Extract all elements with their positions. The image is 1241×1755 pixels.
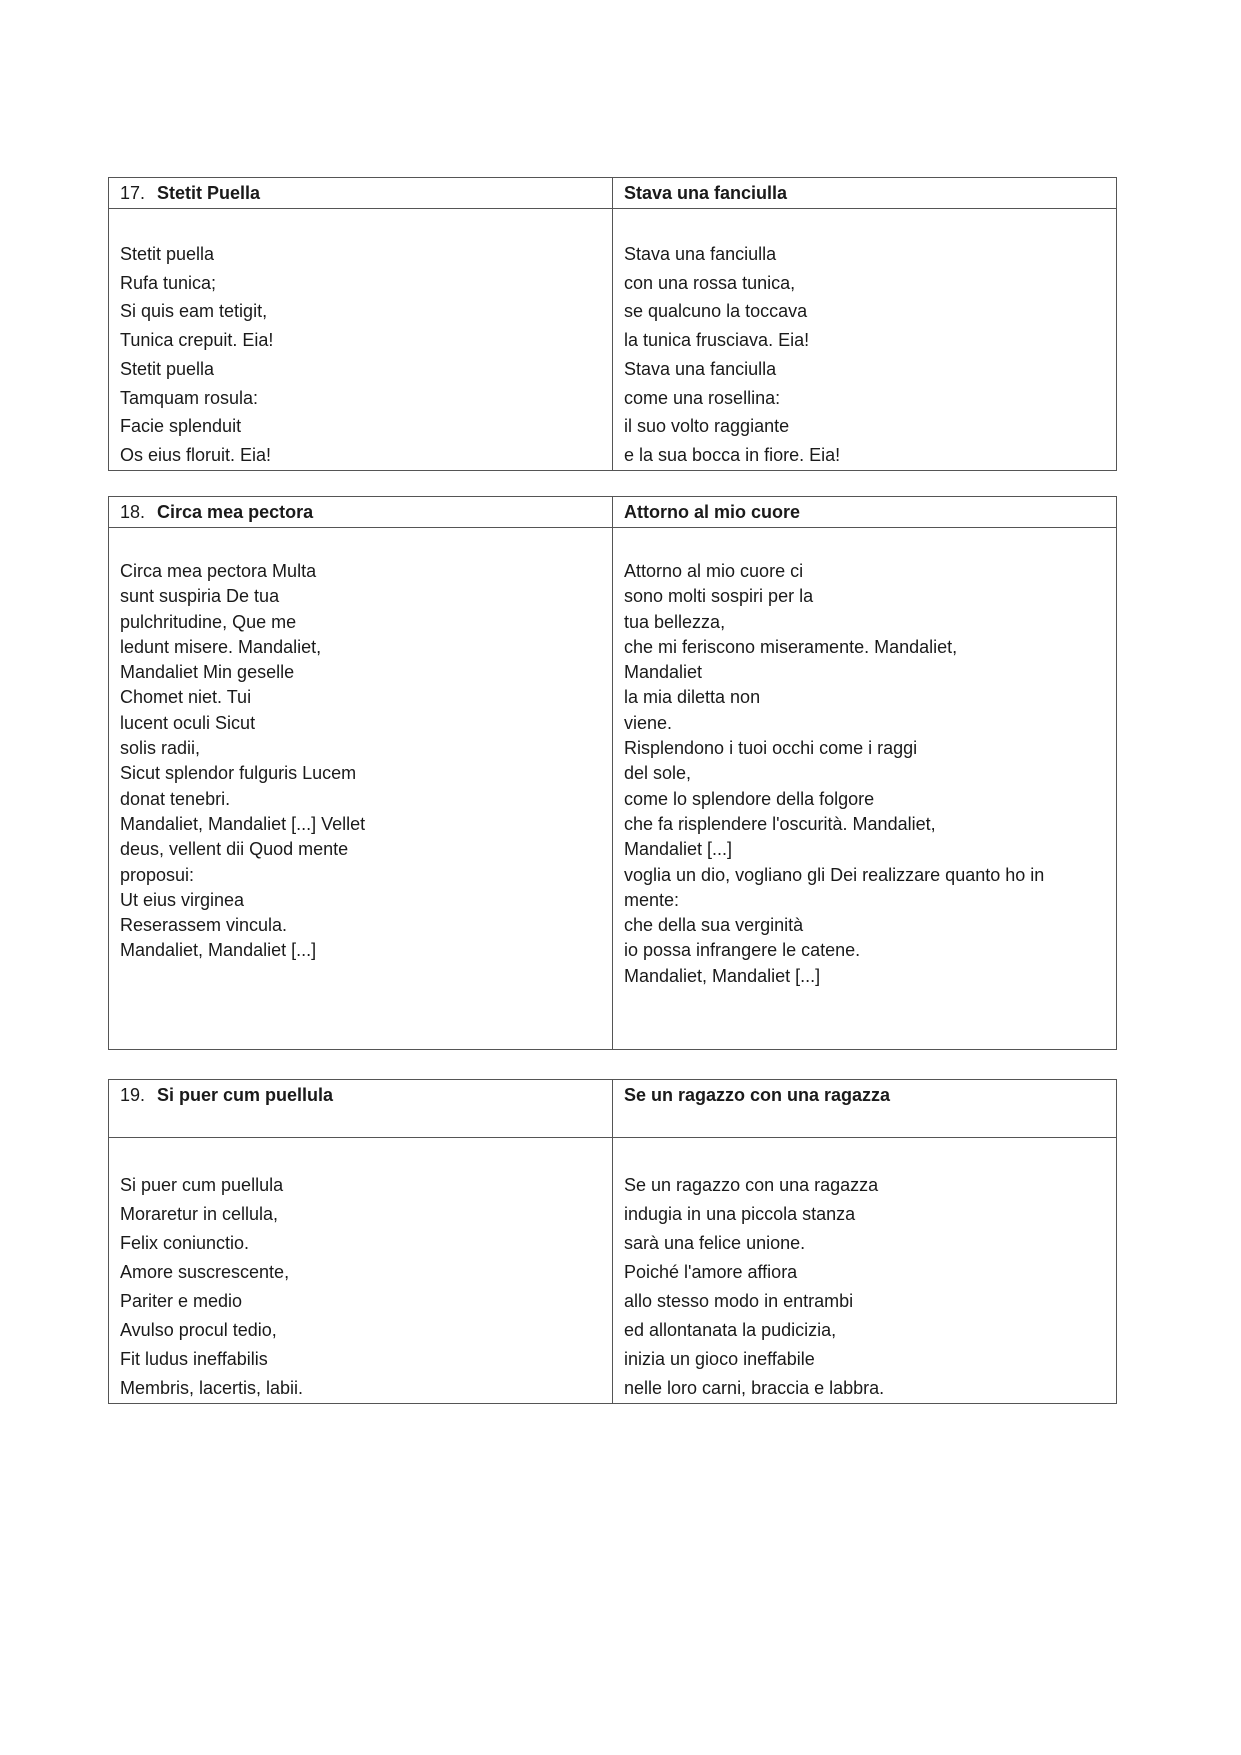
verse-line: Mandaliet Min geselle: [120, 662, 295, 683]
italian-text-cell: [613, 1138, 1117, 1404]
verse-line: Os eius floruit. Eia!: [120, 444, 272, 465]
verse-line: pulchritudine, Que me: [120, 611, 297, 632]
verse-line: voglia un dio, vogliano gli Dei realizzare quanto ho in: [624, 864, 1045, 885]
italian-verse: [624, 240, 1106, 470]
verse-line: Tunica crepuit. Eia!: [120, 330, 274, 351]
verse-line: Facie splenduit: [120, 416, 242, 437]
verse-line: nelle loro carni, braccia e labbra.: [624, 1378, 885, 1398]
verse-line: Sicut splendor fulguris Lucem: [120, 763, 357, 784]
verse-line: Tamquam rosula:: [120, 387, 259, 408]
verse-line: Mandaliet [...]: [624, 839, 733, 860]
verse-line: solis radii,: [120, 738, 201, 759]
verse-line: Rufa tunica;: [120, 272, 217, 293]
song-header-row: [109, 178, 1117, 209]
verse-line: Chomet niet. Tui: [120, 687, 252, 708]
song-table-18: [108, 496, 1072, 1050]
italian-verse: [624, 559, 1106, 989]
italian-title: Attorno al mio cuore: [624, 502, 801, 522]
verse-line: io possa infrangere le catene.: [624, 940, 861, 961]
verse-line: Mandaliet, Mandaliet [...]: [624, 965, 821, 986]
verse-line: Moraretur in cellula,: [120, 1204, 279, 1224]
song-table-17: [108, 177, 1072, 471]
verse-line: Pariter e medio: [120, 1291, 243, 1311]
verse-line: sono molti sospiri per la: [624, 586, 814, 607]
verse-line: il suo volto raggiante: [624, 416, 790, 437]
verse-line: Mandaliet: [624, 662, 703, 683]
verse-line: proposui:: [120, 864, 195, 885]
italian-title-cell: [613, 497, 1117, 528]
latin-title-cell: [109, 1080, 613, 1138]
latin-text-cell: [109, 528, 613, 1050]
verse-line: Poiché l'amore affiora: [624, 1262, 798, 1282]
latin-title-cell: [109, 497, 613, 528]
latin-title-cell: [109, 178, 613, 209]
verse-line: con una rossa tunica,: [624, 272, 796, 293]
verse-line: Si quis eam tetigit,: [120, 301, 268, 322]
verse-line: Stava una fanciulla: [624, 244, 777, 264]
verse-line: sunt suspiria De tua: [120, 586, 280, 607]
verse-line: come lo splendore della folgore: [624, 788, 875, 809]
song-header-row: [109, 1080, 1117, 1138]
verse-line: Ut eius virginea: [120, 889, 245, 910]
verse-line: Stava una fanciulla: [624, 358, 777, 379]
song-body-row: [109, 1138, 1117, 1404]
song-table-19: [108, 1079, 1072, 1404]
verse-line: Stetit puella: [120, 244, 215, 264]
song-number: 17.: [120, 183, 146, 203]
verse-line: Felix coniunctio.: [120, 1233, 250, 1253]
verse-line: che della sua verginità: [624, 915, 804, 936]
verse-line: Risplendono i tuoi occhi come i raggi: [624, 738, 918, 759]
italian-title-cell: [613, 1080, 1117, 1138]
latin-verse: [120, 1171, 602, 1403]
song-body-row: [109, 209, 1117, 471]
verse-line: se qualcuno la toccava: [624, 301, 808, 322]
latin-title: Circa mea pectora: [157, 502, 314, 522]
verse-line: viene.: [624, 712, 673, 733]
italian-title: Stava una fanciulla: [624, 183, 788, 203]
verse-line: indugia in una piccola stanza: [624, 1204, 856, 1224]
italian-text-cell: [613, 528, 1117, 1050]
verse-line: Si puer cum puellula: [120, 1175, 284, 1195]
latin-title: Si puer cum puellula: [157, 1085, 334, 1105]
verse-line: Mandaliet, Mandaliet [...] Vellet: [120, 813, 366, 834]
song-number: 19.: [120, 1085, 146, 1105]
italian-title: Se un ragazzo con una ragazza: [624, 1085, 891, 1105]
verse-line: Membris, lacertis, labii.: [120, 1378, 304, 1398]
verse-line: che fa risplendere l'oscurità. Mandaliet,: [624, 813, 936, 834]
verse-line: inizia un gioco ineffabile: [624, 1349, 815, 1369]
verse-line: del sole,: [624, 763, 692, 784]
verse-line: lucent oculi Sicut: [120, 712, 256, 733]
verse-line: allo stesso modo in entrambi: [624, 1291, 854, 1311]
verse-line: donat tenebri.: [120, 788, 231, 809]
verse-line: deus, vellent dii Quod mente: [120, 839, 349, 860]
latin-title: Stetit Puella: [157, 183, 261, 203]
verse-line: Amore suscrescente,: [120, 1262, 290, 1282]
verse-line: la tunica frusciava. Eia!: [624, 330, 810, 351]
latin-verse: [120, 559, 602, 964]
verse-line: Reserassem vincula.: [120, 915, 288, 936]
latin-text-cell: [109, 1138, 613, 1404]
verse-line: sarà una felice unione.: [624, 1233, 806, 1253]
verse-line: che mi feriscono miseramente. Mandaliet,: [624, 636, 958, 657]
song-header-row: [109, 497, 1117, 528]
verse-line: Mandaliet, Mandaliet [...]: [120, 940, 317, 961]
verse-line: mente:: [624, 889, 680, 910]
latin-text-cell: [109, 209, 613, 471]
verse-line: Circa mea pectora Multa: [120, 561, 317, 581]
verse-line: Se un ragazzo con una ragazza: [624, 1175, 879, 1195]
latin-verse: [120, 240, 602, 470]
verse-line: Attorno al mio cuore ci: [624, 561, 804, 581]
verse-line: ed allontanata la pudicizia,: [624, 1320, 837, 1340]
verse-line: Stetit puella: [120, 358, 215, 379]
verse-line: tua bellezza,: [624, 611, 726, 632]
verse-line: come una rosellina:: [624, 387, 781, 408]
verse-line: la mia diletta non: [624, 687, 761, 708]
verse-line: ledunt misere. Mandaliet,: [120, 636, 322, 657]
italian-text-cell: [613, 209, 1117, 471]
italian-verse: [624, 1171, 1106, 1403]
verse-line: e la sua bocca in fiore. Eia!: [624, 444, 841, 465]
verse-line: Fit ludus ineffabilis: [120, 1349, 268, 1369]
italian-title-cell: [613, 178, 1117, 209]
verse-line: Avulso procul tedio,: [120, 1320, 277, 1340]
song-body-row: [109, 528, 1117, 1050]
song-number: 18.: [120, 502, 146, 522]
